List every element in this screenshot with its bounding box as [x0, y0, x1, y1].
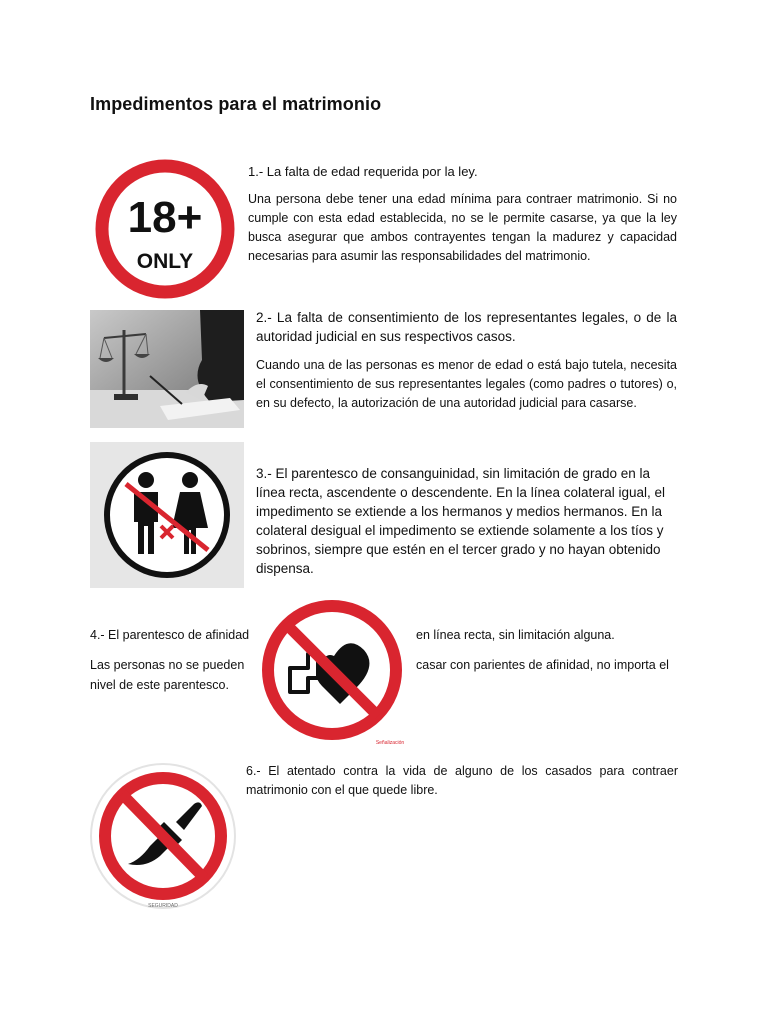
item-1-body: Una persona debe tener una edad mínima para contraer matrimonio. Si no cumple con esta edad establecida, no se le permite casarse, ya que la ley busca asegurar que ambos contrayentes tengan la madurez y capacidad necesarias para asumir las responsabilidades del matrimonio.: [248, 192, 677, 263]
no-couple-icon: [90, 442, 244, 588]
svg-text:ONLY: ONLY: [136, 250, 194, 273]
no-knife-icon: [88, 760, 238, 914]
item-1-heading: 1.- La falta de edad requerida por la ley.: [248, 164, 478, 179]
svg-text:18+: 18+: [127, 193, 203, 242]
item-3-heading: 3.- El parentesco de consanguinidad, sin limitación de grado en la línea recta, ascendente o descendente. En la línea colateral igual, el impedimento se extiende a los hermanos y medios hermanos. En la colateral desigual el impedimento se extiende solamente a los tíos y sobrinos, siempre que estén en el tercer grado y no hayan obtenido dispensa.: [256, 466, 666, 576]
item-4-heading-right: en línea recta, sin limitación alguna.: [416, 628, 615, 642]
item-6-heading: 6.- El atentado contra la vida de alguno de los casados para contraer matrimonio con el que quede libre.: [246, 764, 678, 797]
item-4-heading-left: 4.- El parentesco de afinidad: [90, 628, 250, 642]
age-18-plus-icon: [90, 158, 240, 300]
item-2-body: Cuando una de las personas es menor de edad o está bajo tutela, necesita el consentimiento de sus representantes legales (como padres o tutores) o, en su defecto, la autorización de una autoridad judicial para casarse.: [256, 358, 677, 410]
no-pacemaker-icon: [256, 596, 408, 750]
item-4-body-tail: nivel de este parentesco.: [90, 678, 229, 692]
item-4-body-left: Las personas no se pueden: [90, 658, 245, 672]
item-4-body-right: casar con parientes de afinidad, no importa el: [416, 658, 669, 672]
document-title: Impedimentos para el matrimonio: [90, 94, 382, 114]
item-2-heading: 2.- La falta de consentimiento de los representantes legales, o de la autoridad judicial en sus respectivos casos.: [256, 310, 677, 344]
svg-text:SEGURIDAD: SEGURIDAD: [148, 903, 178, 909]
svg-text:Señalización: Señalización: [375, 740, 405, 746]
judge-scales-image: [90, 310, 244, 428]
